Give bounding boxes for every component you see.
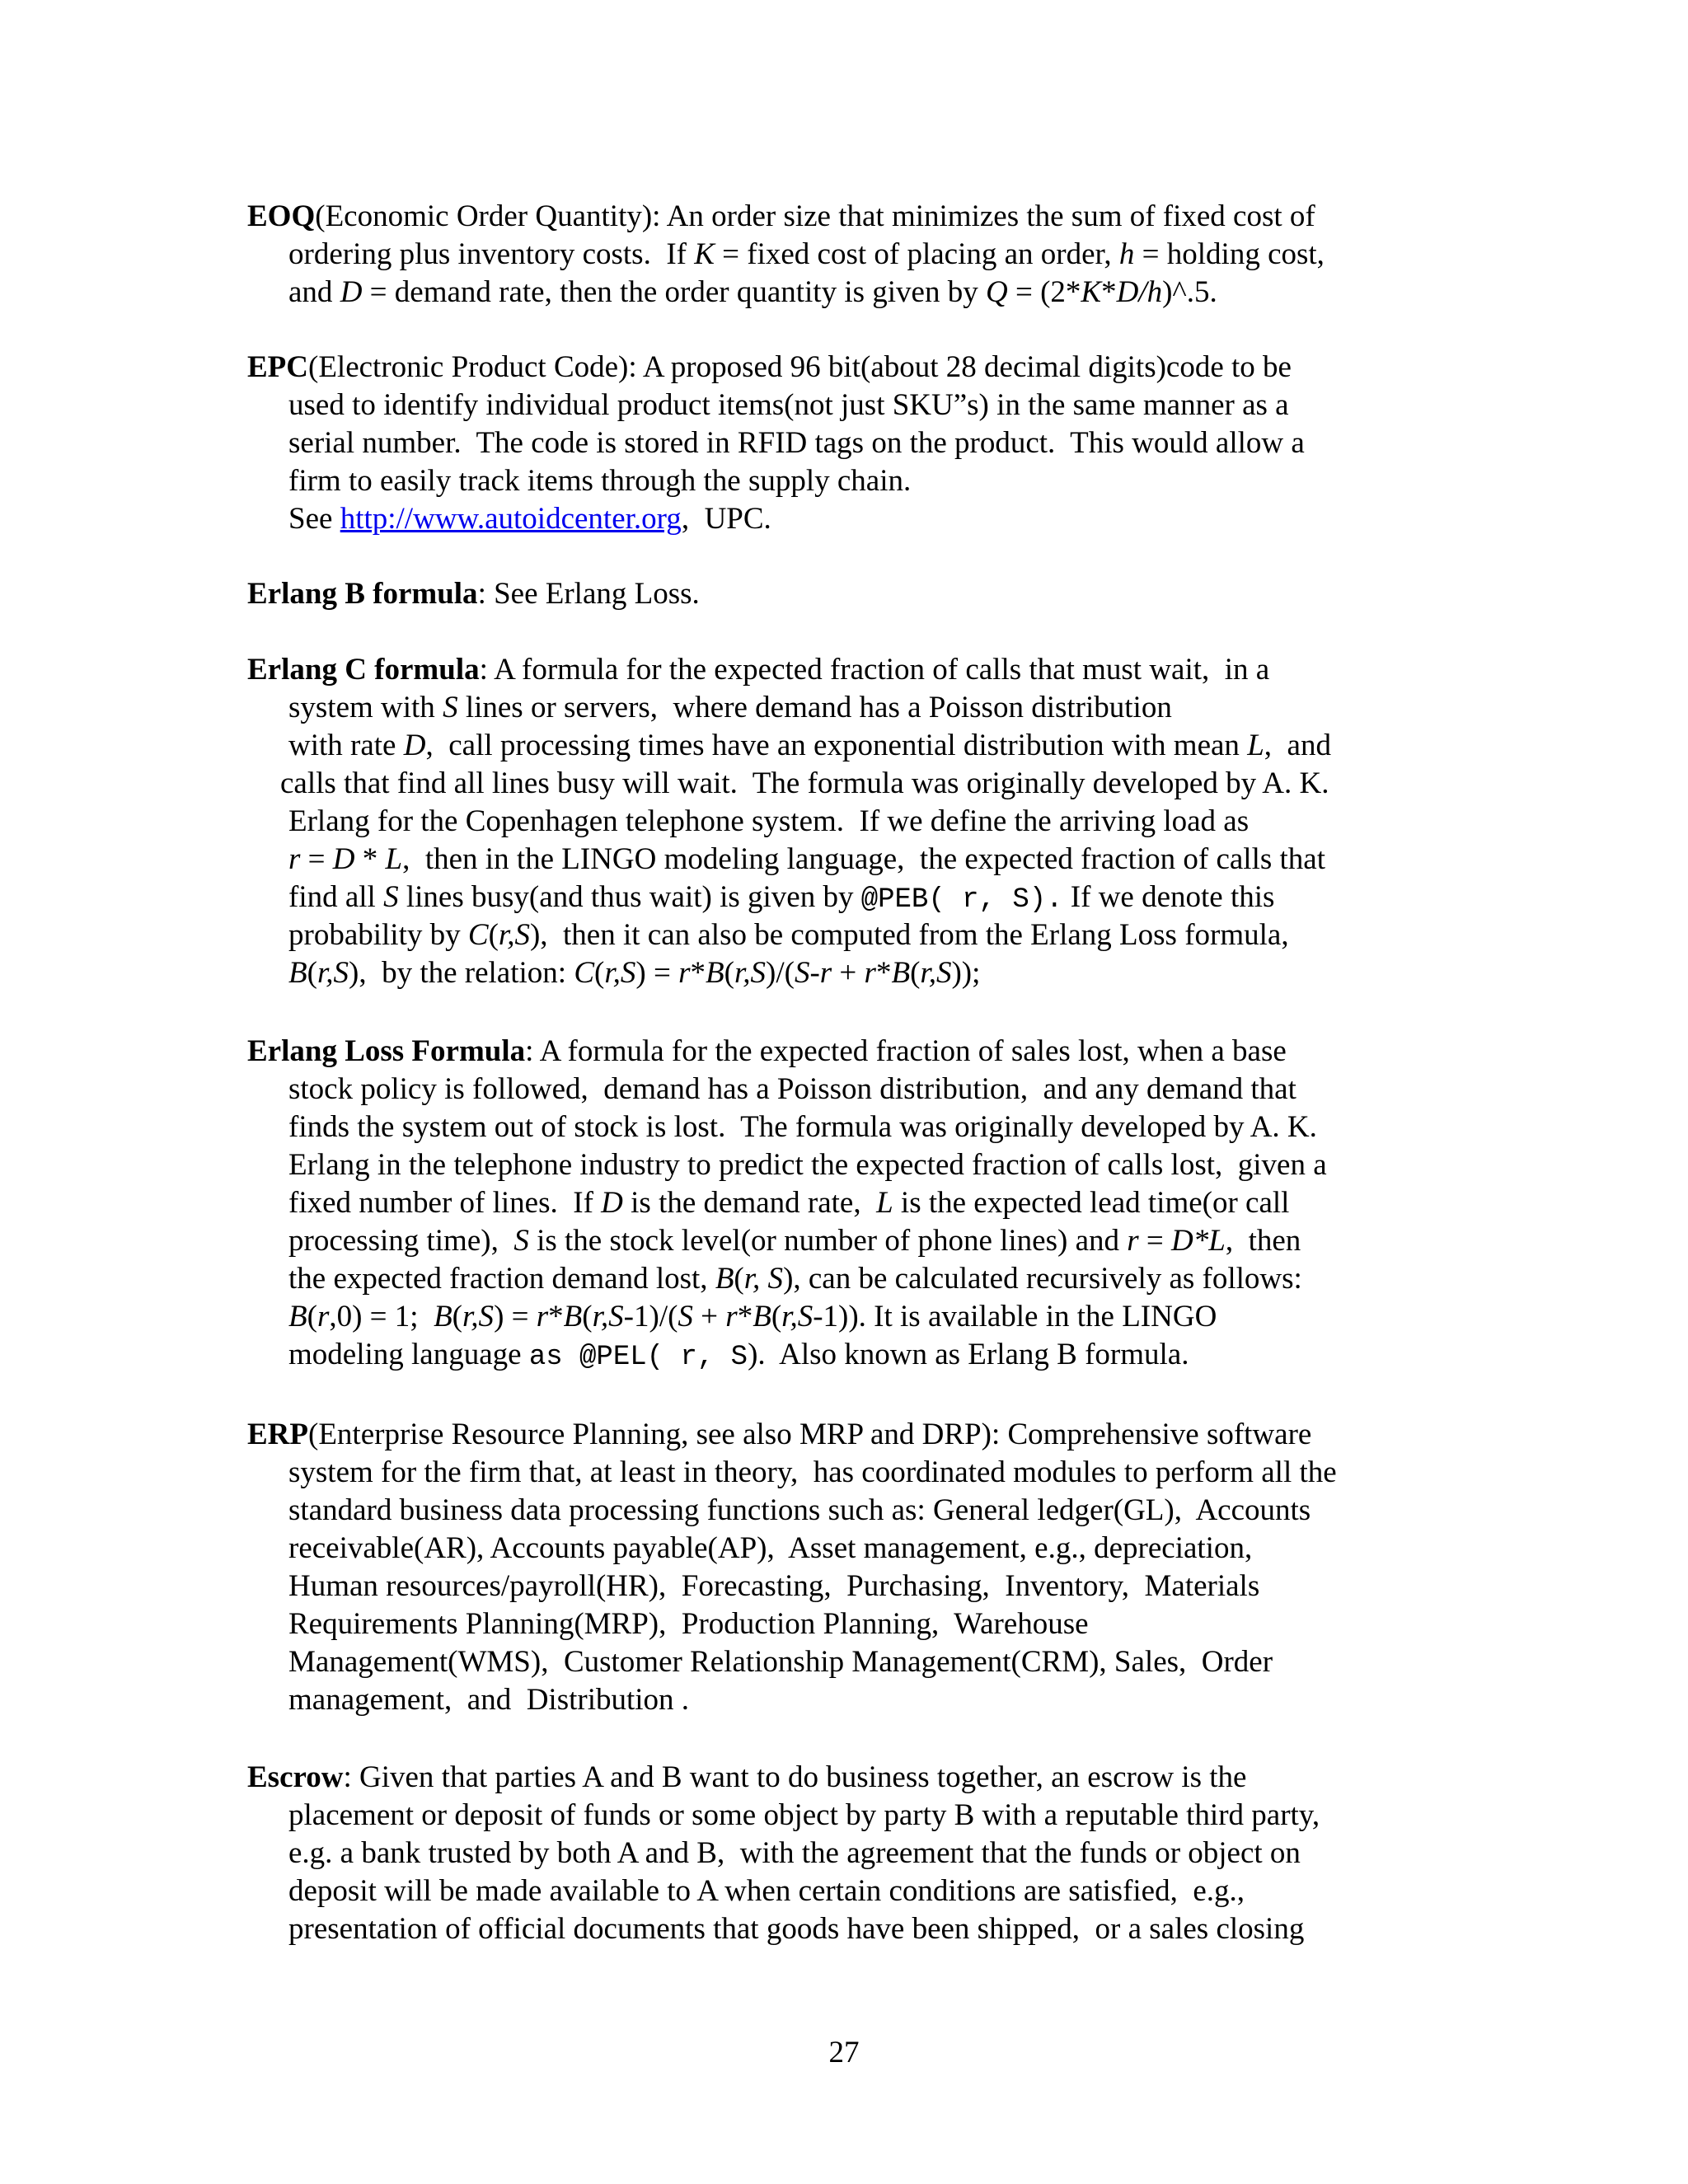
- entry-line: See http://www.autoidcenter.org, UPC.: [288, 502, 771, 536]
- entry-line: EPC(Electronic Product Code): A proposed 96 bit(about 28 decimal digits)code to be: [247, 350, 1292, 384]
- glossary-entry-erp: [247, 1416, 1451, 1719]
- entry-line: system for the firm that, at least in theory, has coordinated modules to perform all the: [288, 1455, 1337, 1489]
- entry-line: placement or deposit of funds or some object by party B with a reputable third party,: [288, 1798, 1320, 1832]
- entry-line: e.g. a bank trusted by both A and B, with the agreement that the funds or object on: [288, 1836, 1301, 1870]
- entry-line: Escrow: Given that parties A and B want to do business together, an escrow is the: [247, 1760, 1247, 1794]
- entry-line: the expected fraction demand lost, B(r, S), can be calculated recursively as follows:: [288, 1262, 1302, 1296]
- entry-line: Erlang B formula: See Erlang Loss.: [247, 577, 700, 611]
- glossary-entry-erlang-loss: [247, 1033, 1451, 1374]
- glossary-entry-eoq: [247, 198, 1451, 312]
- entry-line: receivable(AR), Accounts payable(AP), Asset management, e.g., depreciation,: [288, 1531, 1253, 1565]
- entry-line: and D = demand rate, then the order quantity is given by Q = (2*K*D/h)^.5.: [288, 275, 1217, 309]
- entry-line: finds the system out of stock is lost. The formula was originally developed by A. K.: [288, 1110, 1317, 1144]
- entry-line: serial number. The code is stored in RFID tags on the product. This would allow a: [288, 426, 1305, 460]
- lingo-code-peb: @PEB( r, S).: [860, 884, 1063, 916]
- entry-line: management, and Distribution .: [288, 1683, 690, 1717]
- entry-term: Erlang B formula: [247, 577, 478, 611]
- entry-line: firm to easily track items through the supply chain.: [288, 464, 912, 498]
- entry-line: Erlang C formula: A formula for the expected fraction of calls that must wait, in a: [247, 653, 1270, 687]
- entry-term: EOQ: [247, 199, 316, 233]
- entry-line: Erlang Loss Formula: A formula for the expected fraction of sales lost, when a base: [247, 1034, 1287, 1068]
- entry-line: presentation of official documents that goods have been shipped, or a sales closing: [288, 1912, 1305, 1946]
- entry-term: Erlang C formula: [247, 653, 480, 687]
- entry-line: Requirements Planning(MRP), Production Planning, Warehouse: [288, 1607, 1089, 1641]
- entry-line: with rate D, call processing times have an exponential distribution with mean L, and: [288, 729, 1331, 762]
- glossary-entry-erlang-c: [247, 651, 1451, 992]
- entry-line: modeling language as @PEL( r, S). Also known as Erlang B formula.: [288, 1338, 1189, 1373]
- entry-line: Human resources/payroll(HR), Forecasting, Purchasing, Inventory, Materials: [288, 1569, 1260, 1603]
- entry-line: B(r,0) = 1; B(r,S) = r*B(r,S-1)/(S + r*B(r,S-1)). It is available in the LINGO: [288, 1300, 1217, 1333]
- entry-line: ordering plus inventory costs. If K = fixed cost of placing an order, h = holding cost,: [288, 237, 1325, 271]
- entry-line: stock policy is followed, demand has a Poisson distribution, and any demand that: [288, 1072, 1296, 1106]
- glossary-entry-epc: [247, 349, 1451, 538]
- entry-line: Management(WMS), Customer Relationship Management(CRM), Sales, Order: [288, 1645, 1273, 1679]
- entry-line: ERP(Enterprise Resource Planning, see also MRP and DRP): Comprehensive software: [247, 1418, 1312, 1451]
- entry-line: Erlang for the Copenhagen telephone system. If we define the arriving load as: [288, 804, 1250, 838]
- entry-line: used to identify individual product items(not just SKU”s) in the same manner as a: [288, 388, 1289, 422]
- entry-line: calls that find all lines busy will wait. The formula was originally developed by A. K.: [280, 766, 1329, 800]
- lingo-code-pel: as @PEL( r, S: [528, 1342, 748, 1373]
- glossary-entry-erlang-b: [247, 575, 1451, 613]
- entry-line: B(r,S), by the relation: C(r,S) = r*B(r,S)/(S-r + r*B(r,S));: [288, 956, 981, 990]
- autoidcenter-link[interactable]: http://www.autoidcenter.org: [340, 502, 682, 536]
- entry-line: EOQ(Economic Order Quantity): An order size that minimizes the sum of fixed cost of: [247, 199, 1315, 233]
- entry-term: ERP: [247, 1418, 308, 1451]
- page-number: 27: [828, 2036, 860, 2069]
- entry-line: standard business data processing functions such as: General ledger(GL), Accounts: [288, 1493, 1311, 1527]
- entry-line: find all S lines busy(and thus wait) is given by @PEB( r, S). If we denote this: [288, 880, 1275, 916]
- entry-line: deposit will be made available to A when certain conditions are satisfied, e.g.,: [288, 1874, 1245, 1908]
- entry-term: EPC: [247, 350, 308, 384]
- entry-term: Erlang Loss Formula: [247, 1034, 526, 1068]
- entry-line: processing time), S is the stock level(or number of phone lines) and r = D*L, then: [288, 1224, 1301, 1258]
- entry-line: Erlang in the telephone industry to predict the expected fraction of calls lost, given a: [288, 1148, 1327, 1182]
- entry-line: fixed number of lines. If D is the demand rate, L is the expected lead time(or call: [288, 1186, 1290, 1220]
- entry-line: r = D * L, then in the LINGO modeling language, the expected fraction of calls that: [288, 842, 1325, 876]
- entry-line: system with S lines or servers, where demand has a Poisson distribution: [288, 691, 1172, 724]
- entry-term: Escrow: [247, 1760, 344, 1794]
- glossary-entry-escrow: [247, 1759, 1451, 1948]
- entry-line: probability by C(r,S), then it can also be computed from the Erlang Loss formula,: [288, 918, 1289, 952]
